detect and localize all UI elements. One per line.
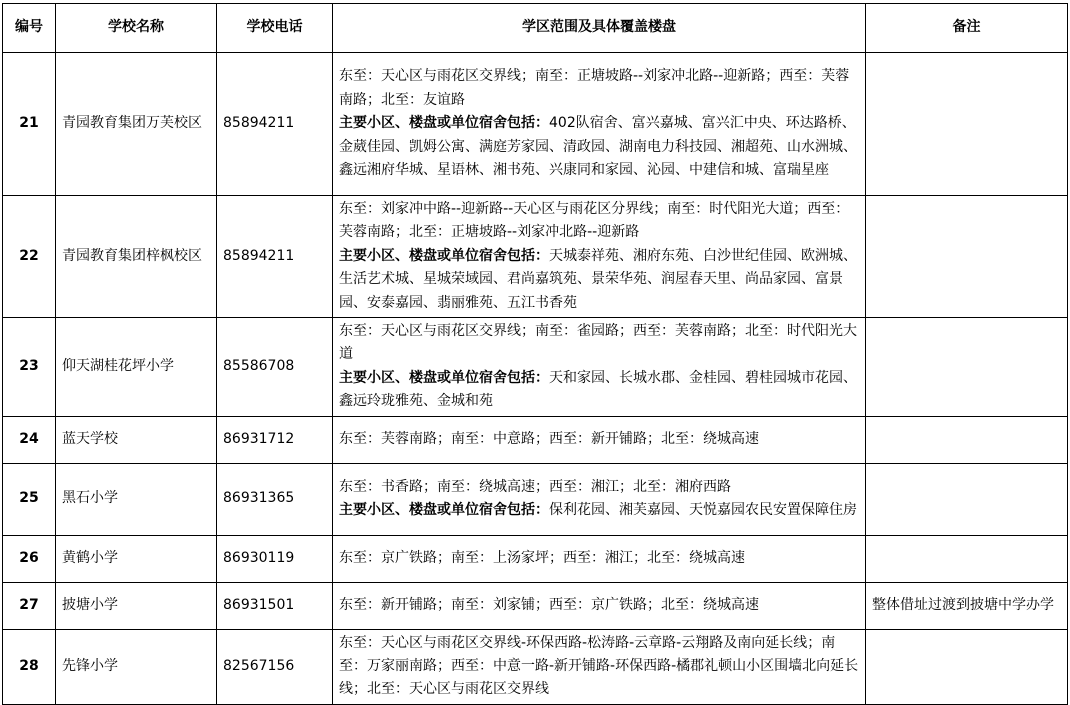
district-range xyxy=(333,416,866,463)
row-note xyxy=(866,416,1068,463)
school-phone: 86931365 xyxy=(217,463,333,535)
district-range xyxy=(333,463,866,535)
school-name: 青园教育集团梓枫校区 xyxy=(56,196,217,318)
district-boundary: 东至：刘家冲中路--迎新路--天心区与雨花区分界线；南至：时代阳光大道；西至：芙蓉南路；北至：正塘坡路--刘家冲北路--迎新路 xyxy=(339,201,850,241)
row-note xyxy=(866,463,1068,535)
district-main-communities xyxy=(339,112,859,182)
header-district-range: 学区范围及具体覆盖楼盘 xyxy=(333,4,866,53)
header-school-name: 学校名称 xyxy=(56,4,217,53)
row-note xyxy=(866,196,1068,318)
school-name: 黄鹤小学 xyxy=(56,535,217,582)
row-note xyxy=(866,318,1068,417)
row-number: 27 xyxy=(3,582,56,629)
district-boundary: 东至：天心区与雨花区交界线-环保西路-松涛路-云章路-云翔路及南向延长线；南至：万家丽南路；西至：中意一路-新开铺路-环保西路-橘郡礼顿山小区围墙北向延长线；北至：天心区与雨花区交界线 xyxy=(339,634,859,698)
table-row xyxy=(3,416,1068,463)
row-note xyxy=(866,53,1068,196)
district-boundary: 东至：天心区与雨花区交界线；南至：正塘坡路--刘家冲北路--迎新路；西至：芙蓉南路；北至：友谊路 xyxy=(339,68,850,108)
district-boundary: 东至：芙蓉南路；南至：中意路；西至：新开铺路；北至：绕城高速 xyxy=(339,430,759,447)
table-row xyxy=(3,318,1068,417)
district-range xyxy=(333,196,866,318)
main-communities-label: 主要小区、楼盘或单位宿舍包括： xyxy=(339,115,549,132)
district-boundary: 东至：京广铁路；南至：上汤家坪；西至：湘江；北至：绕城高速 xyxy=(339,549,745,566)
school-phone: 85894211 xyxy=(217,196,333,318)
school-name: 青园教育集团万芙校区 xyxy=(56,53,217,196)
table-row xyxy=(3,629,1068,704)
school-phone: 82567156 xyxy=(217,629,333,704)
table-row xyxy=(3,463,1068,535)
row-note xyxy=(866,629,1068,704)
school-phone: 85894211 xyxy=(217,53,333,196)
main-communities-list: 402队宿舍、富兴嘉城、富兴汇中央、环达路桥、金葳佳园、凯姆公寓、满庭芳家园、清政园、湖南电力科技园、湘超苑、山水洲城、鑫远湘府华城、星语林、湘书苑、兴康同和家园、沁园、中建信和城、富瑞星座 xyxy=(339,115,857,179)
header-school-tel: 学校电话 xyxy=(217,4,333,53)
row-number: 24 xyxy=(3,416,56,463)
main-communities-list: 天和家园、长城水郡、金桂园、碧桂园城市花园、鑫远玲珑雅苑、金城和苑 xyxy=(339,369,857,410)
district-range xyxy=(333,318,866,417)
school-phone: 86931712 xyxy=(217,416,333,463)
header-note: 备注 xyxy=(866,4,1068,53)
school-phone: 86930119 xyxy=(217,535,333,582)
district-main-communities xyxy=(339,499,859,522)
district-main-communities xyxy=(339,245,859,315)
header-row xyxy=(3,4,1068,53)
table-row xyxy=(3,535,1068,582)
row-note: 整体借址过渡到披塘中学办学 xyxy=(866,582,1068,629)
row-number: 21 xyxy=(3,53,56,196)
main-communities-list: 保利花园、湘芙嘉园、天悦嘉园农民安置保障住房 xyxy=(549,502,857,519)
row-number: 26 xyxy=(3,535,56,582)
table-body xyxy=(3,53,1068,705)
district-boundary: 东至：书香路；南至：绕城高速；西至：湘江；北至：湘府西路 xyxy=(339,478,731,495)
row-number: 22 xyxy=(3,196,56,318)
school-district-table xyxy=(2,3,1068,705)
row-number: 25 xyxy=(3,463,56,535)
main-communities-label: 主要小区、楼盘或单位宿舍包括： xyxy=(339,502,549,519)
main-communities-label: 主要小区、楼盘或单位宿舍包括： xyxy=(339,247,549,264)
school-name: 先锋小学 xyxy=(56,629,217,704)
school-name: 仰天湖桂花坪小学 xyxy=(56,318,217,417)
school-phone: 85586708 xyxy=(217,318,333,417)
header-num: 编号 xyxy=(3,4,56,53)
row-number: 28 xyxy=(3,629,56,704)
row-number: 23 xyxy=(3,318,56,417)
district-main-communities xyxy=(339,367,859,414)
district-range xyxy=(333,582,866,629)
district-range xyxy=(333,535,866,582)
main-communities-list: 天城泰祥苑、湘府东苑、白沙世纪佳园、欧洲城、生活艺术城、星城荣域园、君尚嘉筑苑、景荣华苑、润屋春天里、尚品家园、富景园、安泰嘉园、翡丽雅苑、五江书香苑 xyxy=(339,247,857,311)
table-row xyxy=(3,196,1068,318)
district-range xyxy=(333,629,866,704)
district-boundary: 东至：新开铺路；南至：刘家铺；西至：京广铁路；北至：绕城高速 xyxy=(339,596,759,613)
school-name: 披塘小学 xyxy=(56,582,217,629)
table-row xyxy=(3,582,1068,629)
main-communities-label: 主要小区、楼盘或单位宿舍包括： xyxy=(339,369,549,386)
school-phone: 86931501 xyxy=(217,582,333,629)
district-boundary: 东至：天心区与雨花区交界线；南至：雀园路；西至：芙蓉南路；北至：时代阳光大道 xyxy=(339,323,857,363)
table-row xyxy=(3,53,1068,196)
district-range xyxy=(333,53,866,196)
row-note xyxy=(866,535,1068,582)
school-name: 蓝天学校 xyxy=(56,416,217,463)
school-name: 黑石小学 xyxy=(56,463,217,535)
